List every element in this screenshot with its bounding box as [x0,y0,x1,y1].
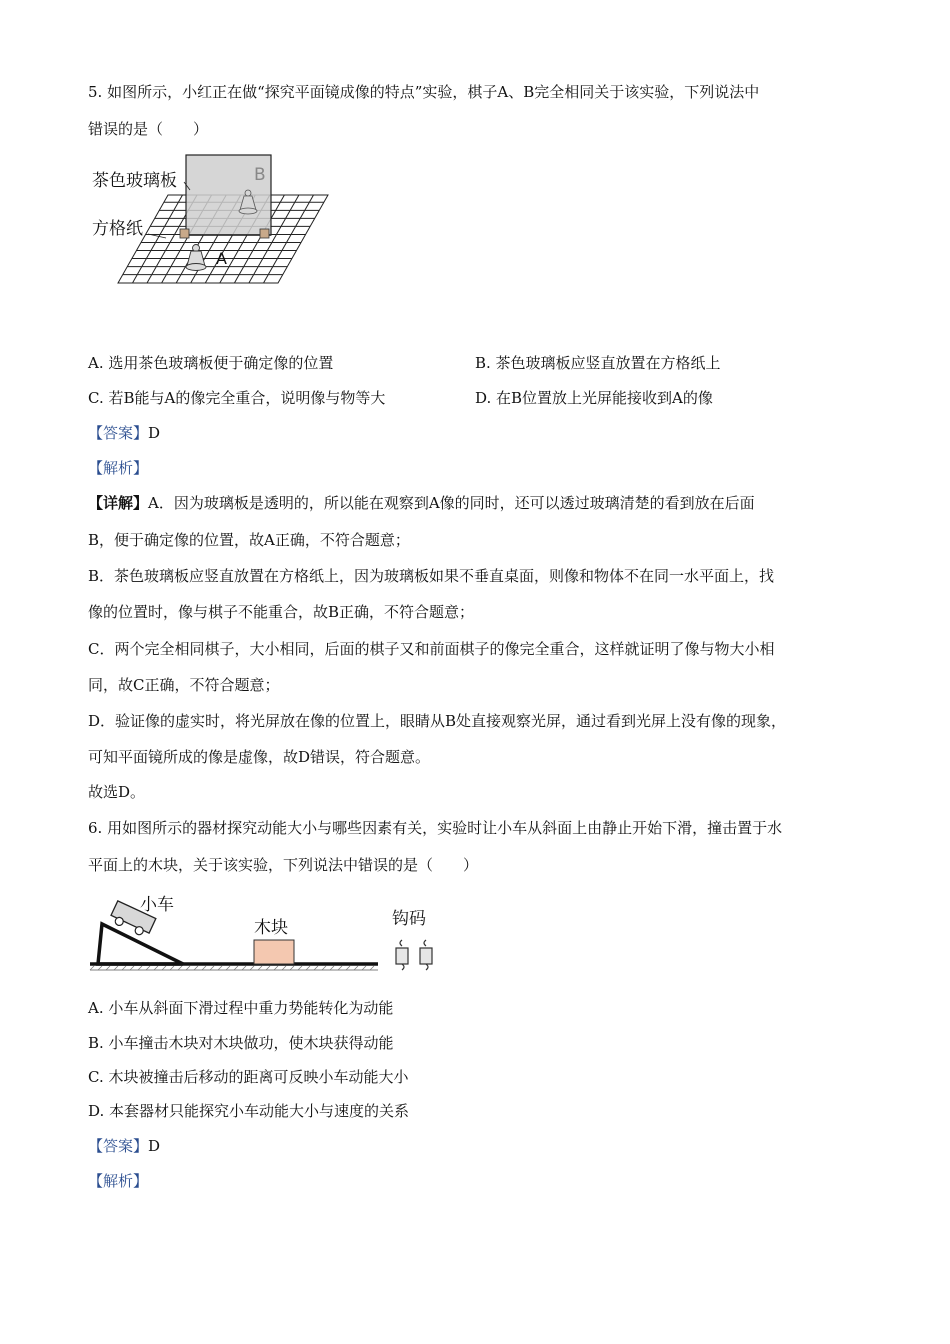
q6-analysis-label: 【解析】 [88,1172,149,1190]
label-block: 木块 [254,918,288,938]
q5-option-a: A. 选用茶色玻璃板便于确定像的位置 [88,354,334,372]
answer-value: D [148,424,161,442]
q6-option-c: C. 木块被撞击后移动的距离可反映小车动能大小 [88,1068,409,1086]
q5-analysis-label: 【解析】 [88,459,149,477]
q6-stem-line1: 6. 用如图所示的器材探究动能大小与哪些因素有关，实验时让小车从斜面上由静止开始下滑，撞击置于水 [88,819,783,837]
q6-option-b: B. 小车撞击木块对木块做功，使木块获得动能 [88,1034,394,1052]
q5-detail-line6: 同，故C正确，不符合题意； [88,676,280,694]
kinetic-energy-figure [88,888,448,983]
q5-option-d: D. 在B位置放上光屏能接收到A的像 [475,389,713,407]
q5-detail-line5: C．两个完全相同棋子，大小相同，后面的棋子又和前面棋子的像完全重合，这样就证明了像与物大小相 [88,640,775,658]
label-grid-paper: 方格纸 [92,219,143,239]
q5-detail-line3: B．茶色玻璃板应竖直放置在方格纸上，因为玻璃板如果不垂直桌面，则像和物体不在同一水平面上，找 [88,567,775,585]
q5-detail-line7: D．验证像的虚实时，将光屏放在像的位置上，眼睛从B处直接观察光屏，通过看到光屏上没有像的现象， [88,712,787,730]
q5-option-c: C. 若B能与A的像完全重合，说明像与物等大 [88,389,386,407]
label-weights: 钩码 [392,909,426,929]
q6-option-a: A. 小车从斜面下滑过程中重力势能转化为动能 [88,999,394,1017]
ground-hatching [90,966,374,970]
chess-piece-a [186,245,206,271]
hook-weights [396,940,432,970]
detail-label: 【详解】 [88,494,149,512]
answer-value: D [148,1137,161,1155]
answer-label: 【答案】 [88,1137,149,1155]
label-a: A [216,249,227,268]
mirror-experiment-figure [88,150,338,290]
q6-answer [88,1136,160,1156]
label-b: B [254,165,266,185]
wooden-block [254,940,294,964]
q6-option-d: D. 本套器材只能探究小车动能大小与速度的关系 [88,1102,410,1120]
q5-answer [88,423,160,443]
q5-stem-line2: 错误的是（ ） [88,120,209,138]
q5-choose: 故选D。 [88,783,146,801]
q5-detail-line4: 像的位置时，像与棋子不能重合，故B正确，不符合题意； [88,603,475,621]
q5-detail-line2: B，便于确定像的位置，故A正确，不符合题意； [88,531,410,549]
answer-label: 【答案】 [88,424,149,442]
q5-detail-line1: 【详解】A．因为玻璃板是透明的，所以能在观察到A像的同时，还可以透过玻璃清楚的看到放在后面 [88,494,755,512]
q5-detail-line8: 可知平面镜所成的像是虚像，故D错误，符合题意。 [88,748,431,766]
label-cart: 小车 [140,895,174,915]
label-glass: 茶色玻璃板 [92,171,177,191]
q6-stem-line2: 平面上的木块，关于该实验，下列说法中错误的是（ ） [88,856,479,874]
q5-stem-line1: 5. 如图所示，小红正在做“探究平面镜成像的特点”实验，棋子A、B完全相同关于该实验，下列说法中 [88,83,760,101]
q5-option-b: B. 茶色玻璃板应竖直放置在方格纸上 [475,354,721,372]
